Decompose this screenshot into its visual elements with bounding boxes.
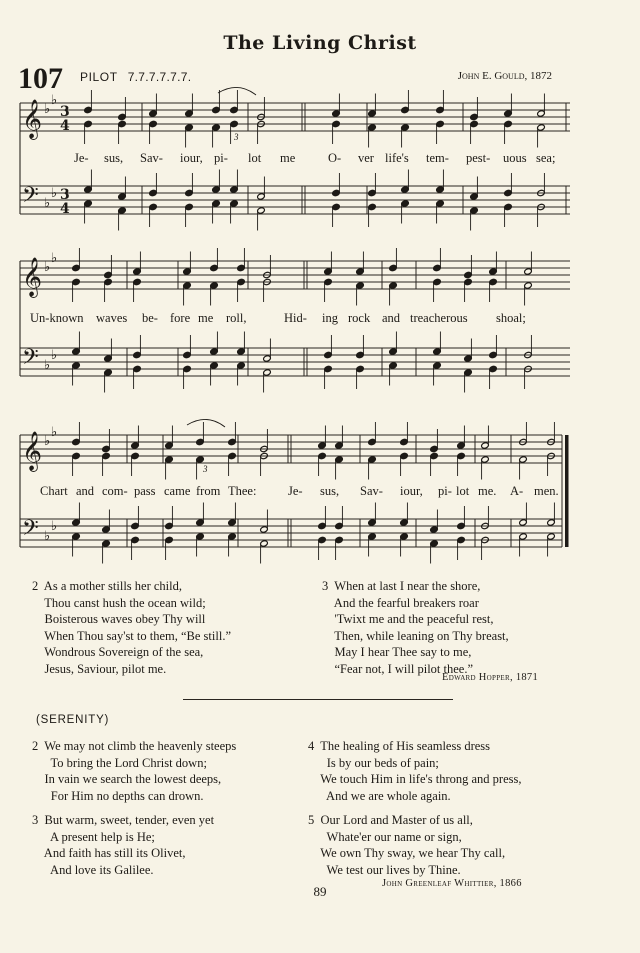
lyric-syllable: me (198, 311, 214, 325)
flat-sign-icon: ♭ (51, 251, 58, 266)
lyric-syllable: be- (142, 311, 158, 325)
stanza-line: 3 But warm, sweet, tender, even yet (32, 813, 215, 827)
stanza-2-first (32, 578, 231, 678)
flat-sign-icon: ♭ (44, 196, 51, 211)
lyric-syllable: sus, (104, 151, 124, 165)
lyric-syllable: iour, (180, 151, 203, 165)
slur (187, 419, 225, 427)
time-signature-top: 3 (60, 187, 70, 203)
stanza-line: May I hear Thee say to me, (322, 645, 472, 660)
lyric-syllable: Hid- (284, 311, 307, 325)
lyric-syllable: came (164, 484, 191, 498)
stanza-line: 3 When at last I near the shore, (322, 579, 481, 593)
bass-clef-icon: 𝄢 (22, 183, 39, 213)
stanza-line: 4 The healing of His seamless dress (308, 739, 491, 753)
lyric-syllable: lot (456, 484, 470, 498)
lyric-syllable: me. (478, 484, 497, 498)
stanza-line: We own Thy sway, we hear Thy call, (308, 846, 506, 861)
flat-sign-icon: ♭ (44, 260, 51, 275)
lyric-syllable: Sav- (360, 484, 383, 498)
lyric-syllable: Sav- (140, 151, 163, 165)
lyric-syllable: sus, (320, 484, 340, 498)
treble-clef-icon: 𝄞 (22, 99, 43, 139)
page-number: 89 (313, 884, 327, 899)
flat-sign-icon: ♭ (51, 93, 58, 108)
stanza-3-first (322, 578, 509, 678)
stanza-line: Jesus, Saviour, pilot me. (32, 661, 167, 676)
lyric-syllable: roll, (226, 311, 247, 325)
flat-sign-icon: ♭ (44, 358, 51, 373)
lyric-syllable: me (280, 151, 296, 165)
lyric-syllable: and (76, 484, 95, 498)
alt-tune-name: (SERENITY) (36, 714, 110, 726)
stanza-line: In vain we search the lowest deeps, (32, 772, 222, 787)
stanza-line: We test our lives by Thine. (308, 862, 461, 877)
flat-sign-icon: ♭ (44, 529, 51, 544)
lyric-syllable: Un-known (30, 311, 84, 325)
lyric-syllable: iour, (400, 484, 423, 498)
meter: 7.7.7.7.7.7. (127, 70, 192, 84)
lyric-syllable: treacherous (410, 311, 468, 325)
lyric-syllable: ing (322, 311, 338, 325)
stanza-line: Thou canst hush the ocean wild; (32, 595, 206, 610)
triplet-mark: 3 (203, 464, 208, 474)
stanza-2-second (32, 738, 236, 804)
flat-sign-icon: ♭ (44, 434, 51, 449)
stanza-line: 5 Our Lord and Master of us all, (308, 813, 473, 827)
hymn-title: The Living Christ (223, 32, 417, 54)
stanza-line: To bring the Lord Christ down; (32, 755, 207, 770)
lyric-syllable: from (196, 484, 221, 498)
stanza-line: Boisterous waves obey Thy will (32, 612, 206, 627)
time-signature-bottom: 4 (60, 118, 70, 134)
lyric-syllable: and (382, 311, 401, 325)
lyric-syllable: O- (328, 151, 342, 165)
treble-clef-icon: 𝄞 (22, 257, 43, 297)
lyric-syllable: rock (348, 311, 371, 325)
lyric-syllable: Je- (288, 484, 303, 498)
flat-sign-icon: ♭ (51, 425, 58, 440)
stanza-line: For Him no depths can drown. (32, 788, 204, 803)
tune-name: PILOT (80, 70, 118, 84)
lyric-syllable: Thee: (228, 484, 257, 498)
lyric-syllable: Chart (40, 484, 68, 498)
lyric-syllable: uous (503, 151, 527, 165)
lyric-syllable: pi- (214, 151, 228, 165)
lyric-syllable: lot (248, 151, 262, 165)
hymn-number: 107 (18, 62, 63, 95)
stanza-line: We touch Him in life's throng and press, (308, 772, 522, 787)
stanza-line: 2 As a mother stills her child, (32, 579, 182, 593)
stanza-line: Is by our beds of pain; (308, 755, 439, 770)
lyric-syllable: com- (102, 484, 128, 498)
composer-credit: John E. Gould, 1872 (457, 70, 552, 82)
flat-sign-icon: ♭ (44, 102, 51, 117)
triplet-mark: 3 (234, 132, 239, 142)
bass-clef-icon: 𝄢 (22, 516, 39, 546)
flat-sign-icon: ♭ (51, 186, 58, 201)
flat-sign-icon: ♭ (51, 348, 58, 363)
stanza-line: “Fear not, I will pilot thee.” (322, 661, 474, 676)
stanza-line: Then, while leaning on Thy breast, (322, 628, 509, 643)
lyric-syllable: pass (134, 484, 156, 498)
treble-clef-icon: 𝄞 (22, 431, 43, 471)
stanza-line: Whate'er our name or sign, (308, 829, 462, 844)
lyric-syllable: waves (96, 311, 128, 325)
lyric-syllable: men. (534, 484, 559, 498)
lyric-syllable: Je- (74, 151, 89, 165)
lyric-syllable: life's (385, 151, 409, 165)
lyric-syllable: ver (358, 151, 374, 165)
lyric-syllable: pest- (466, 151, 491, 165)
lyric-syllable: sea; (536, 151, 556, 165)
stanza-line: 'Twixt me and the peaceful rest, (322, 612, 494, 627)
stanza-line: And love its Galilee. (32, 862, 154, 877)
bass-clef-icon: 𝄢 (22, 345, 39, 375)
author-credit-hopper: Edward Hopper, 1871 (442, 672, 539, 683)
lyric-syllable: shoal; (496, 311, 526, 325)
lyric-syllable: fore (170, 311, 191, 325)
stanza-line: 2 We may not climb the heavenly steeps (32, 739, 237, 753)
stanza-line: And we are whole again. (308, 788, 451, 803)
final-bar-line (565, 435, 569, 547)
section-divider (183, 699, 453, 700)
flat-sign-icon: ♭ (51, 519, 58, 534)
lyric-syllable: tem- (426, 151, 449, 165)
time-signature-bottom: 4 (60, 201, 70, 217)
stanza-5-second (308, 812, 505, 878)
time-signature-top: 3 (60, 104, 70, 120)
author-credit-whittier: John Greenleaf Whittier, 1866 (382, 878, 522, 889)
lyric-syllable: pi- (438, 484, 452, 498)
stanza-line: Wondrous Sovereign of the sea, (32, 645, 204, 660)
stanza-line: And the fearful breakers roar (322, 595, 479, 610)
lyric-syllable: A- (510, 484, 524, 498)
stanza-line: A present help is He; (32, 829, 155, 844)
stanza-line: When Thou say'st to them, “Be still.” (32, 628, 231, 643)
stanza-3-second (32, 812, 214, 878)
stanza-line: And faith has still its Olivet, (32, 846, 186, 861)
stanza-4-second (308, 738, 521, 804)
